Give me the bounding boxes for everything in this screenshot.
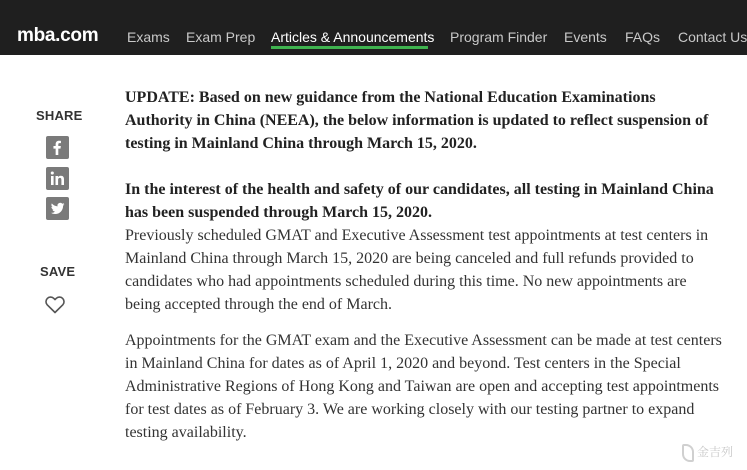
nav-program-finder[interactable]: Program Finder [450, 29, 548, 45]
watermark-text: 金吉列 [697, 445, 734, 459]
nav-events[interactable]: Events [564, 29, 607, 45]
active-nav-underline [271, 46, 428, 49]
article-body [125, 86, 725, 444]
heart-icon[interactable] [43, 293, 67, 315]
appointments-availability-paragraph: Appointments for the GMAT exam and the Executive Assessment can be made at test centers in Mainland China for dates as of April 1, 2020 and beyond. Test centers in the Special Administrative Regions of Hong Kong and Taiwan are open and accepting test appointments for test dates as of February 3. We are working closely with our testing partner to expand testing availability. [125, 332, 722, 441]
linkedin-icon[interactable] [46, 167, 69, 190]
nav-exam-prep[interactable]: Exam Prep [186, 29, 256, 45]
share-label: SHARE [36, 108, 83, 123]
nav-articles-announcements[interactable]: Articles & Announcements [271, 29, 435, 45]
watermark [682, 440, 744, 464]
watermark-logo-icon [682, 444, 694, 462]
canceled-appointments-paragraph: Previously scheduled GMAT and Executive Assessment test appointments at test centers in Mainland China through March 15, 2020 are being canceled and full refunds provided to candidates who had appointments scheduled during this time. No new appointments are being accepted through the end of March. [125, 227, 709, 313]
health-safety-paragraph: In the interest of the health and safety of our candidates, all testing in Mainland China has been suspended through March 15, 2020. [125, 181, 714, 221]
top-navbar [0, 0, 747, 55]
facebook-icon[interactable] [46, 136, 69, 159]
save-label: SAVE [40, 264, 76, 279]
nav-contact-us[interactable]: Contact Us [678, 29, 747, 45]
twitter-icon[interactable] [46, 197, 69, 220]
update-paragraph: UPDATE: Based on new guidance from the National Education Examinations Authority in China (NEEA), the below information is updated to reflect suspension of testing in Mainland China through March 15, 2020. [125, 89, 709, 152]
site-logo[interactable]: mba.com [17, 25, 99, 46]
nav-exams[interactable]: Exams [127, 29, 170, 45]
nav-faqs[interactable]: FAQs [625, 29, 661, 45]
